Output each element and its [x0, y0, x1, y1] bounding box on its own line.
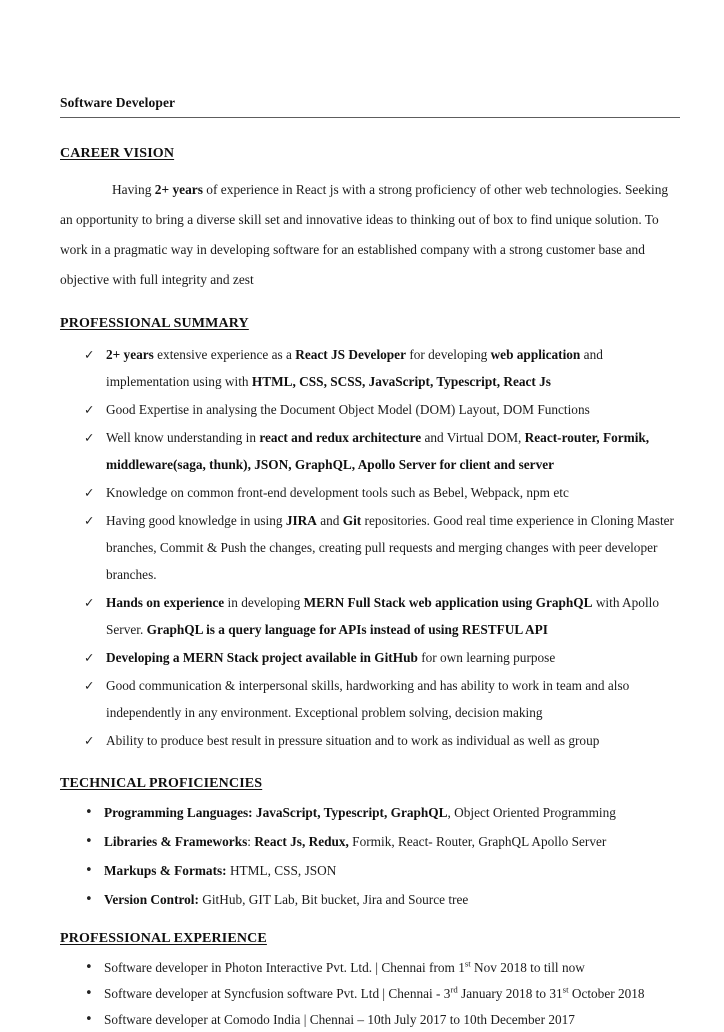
- list-item-text: Good communication & interpersonal skills, hardworking and has ability to work in team and also independently in any environment. Exceptional problem solving, decision making: [106, 677, 630, 720]
- bullet-icon: •: [85, 862, 93, 878]
- checkmark-icon: ✓: [84, 429, 95, 445]
- list-item: [60, 887, 680, 913]
- list-item-text: Having good knowledge in using JIRA and Git repositories. Good real time experience in Cloning Master branches, Commit & Push the changes, creating pull requests and merging changes with peer developer branches.: [106, 512, 674, 582]
- list-item-text: Developing a MERN Stack project available in GitHub for own learning purpose: [106, 649, 556, 665]
- page-title: Software Developer: [60, 95, 176, 110]
- list-item-text: Software developer in Photon Interactive Pvt. Ltd. | Chennai from 1st Nov 2018 to till now: [104, 958, 585, 976]
- section-heading-professional-experience: PROFESSIONAL EXPERIENCE: [60, 931, 267, 947]
- checkmark-icon: ✓: [84, 594, 95, 610]
- header-divider: [60, 117, 680, 118]
- section-heading-professional-summary: PROFESSIONAL SUMMARY: [60, 315, 249, 331]
- list-item-text: Well know understanding in react and redux architecture and Virtual DOM, React-router, Formik, middleware(saga, thunk), JSON, GraphQL, Apollo Server for client and server: [106, 429, 650, 472]
- checkmark-icon: ✓: [84, 401, 95, 417]
- checkmark-icon: ✓: [84, 649, 95, 665]
- checkmark-icon: ✓: [84, 677, 95, 693]
- list-item-text: Knowledge on common front-end development tools such as Bebel, Webpack, npm etc: [106, 484, 569, 500]
- list-item: [60, 479, 680, 506]
- list-item: [60, 829, 680, 855]
- bullet-icon: •: [85, 833, 93, 849]
- list-item: [60, 800, 680, 826]
- list-item-text: Software developer at Comodo India | Chennai – 10th July 2017 to 10th December 2017: [104, 1012, 575, 1028]
- checkmark-icon: ✓: [84, 346, 95, 362]
- list-item: [60, 955, 680, 980]
- list-item-text: Hands on experience in developing MERN Full Stack web application using GraphQL with Apollo Server. GraphQL is a query language for APIs instead of using RESTFUL API: [106, 594, 659, 637]
- bullet-icon: •: [85, 986, 93, 1002]
- list-item: [60, 589, 680, 643]
- list-item-text: Software developer at Syncfusion software Pvt. Ltd | Chennai - 3rd January 2018 to 31st October 2018: [104, 984, 645, 1002]
- list-item-text: Markups & Formats: HTML, CSS, JSON: [104, 862, 337, 878]
- checkmark-icon: ✓: [84, 484, 95, 500]
- list-item: [60, 424, 680, 478]
- checkmark-icon: ✓: [84, 512, 95, 528]
- list-item: [60, 507, 680, 588]
- list-item: [60, 727, 680, 754]
- list-item-text: Version Control: GitHub, GIT Lab, Bit bucket, Jira and Source tree: [104, 891, 469, 907]
- bullet-icon: •: [85, 804, 93, 820]
- bullet-icon: •: [85, 891, 93, 907]
- technical-proficiencies-list: [60, 800, 680, 913]
- list-item: [60, 396, 680, 423]
- list-item: [60, 341, 680, 395]
- checkmark-icon: ✓: [84, 732, 95, 748]
- list-item-text: Ability to produce best result in pressure situation and to work as individual as well as group: [106, 732, 600, 748]
- career-vision-paragraph: Having 2+ years of experience in React js with a strong proficiency of other web technologies. Seeking an opportunity to bring a diverse skill set and innovative ideas to thinking out of box to find unique solution. To work in a pragmatic way in developing software for an established company with a strong customer base and objective with full integrity and zest: [60, 181, 669, 287]
- list-item-text: Libraries & Frameworks: React Js, Redux, Formik, React- Router, GraphQL Apollo Server: [104, 833, 607, 849]
- list-item: [60, 858, 680, 884]
- section-heading-technical-proficiencies: TECHNICAL PROFICIENCIES: [60, 775, 263, 791]
- bullet-icon: •: [85, 960, 93, 976]
- bullet-icon: •: [85, 1012, 93, 1028]
- professional-summary-list: [60, 341, 680, 754]
- list-item: [60, 672, 680, 726]
- professional-experience-list: [60, 955, 680, 1032]
- list-item: [60, 981, 680, 1006]
- section-heading-career-vision: CAREER VISION: [60, 145, 175, 161]
- list-item-text: Good Expertise in analysing the Document Object Model (DOM) Layout, DOM Functions: [106, 401, 590, 417]
- list-item-text: 2+ years extensive experience as a React JS Developer for developing web application and implementation using with HTML, CSS, SCSS, JavaScript, Typescript, React Js: [106, 346, 603, 389]
- list-item-text: Programming Languages: JavaScript, Typescript, GraphQL, Object Oriented Programming: [104, 804, 616, 820]
- list-item: [60, 644, 680, 671]
- list-item: [60, 1007, 680, 1032]
